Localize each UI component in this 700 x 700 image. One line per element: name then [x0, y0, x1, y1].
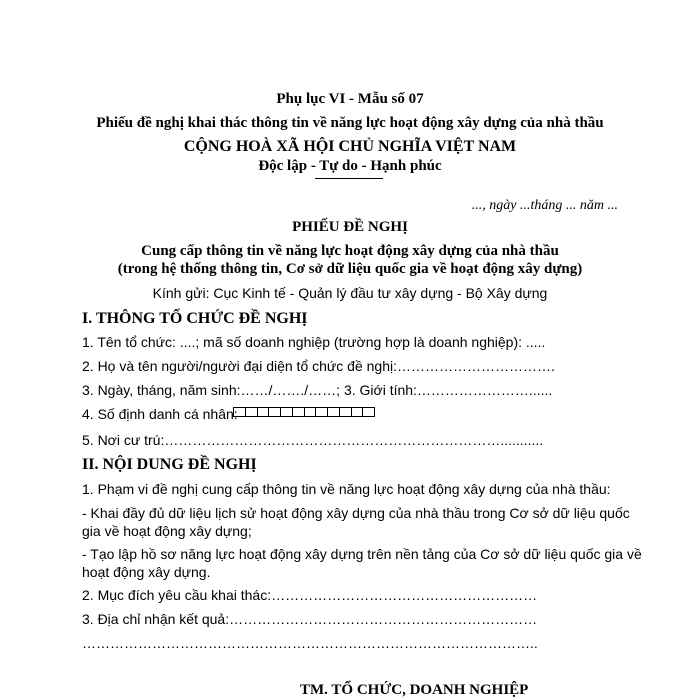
- signature-label: TM. TỔ CHỨC, DOANH NGHIỆP: [300, 682, 529, 698]
- section2-heading: II. NỘI DUNG ĐỀ NGHỊ: [82, 456, 257, 473]
- section1-heading: I. THÔNG TỔ CHỨC ĐỀ NGHỊ: [82, 310, 308, 327]
- scope-bullet-1a: - Khai đầy đủ dữ liệu lịch sử hoạt động xây dựng của nhà thầu trong Cơ sở dữ liệu quốc: [82, 505, 630, 521]
- request-subtitle-2: (trong hệ thống thông tin, Cơ sở dữ liệu quốc gia về hoạt động xây dựng): [117, 261, 583, 277]
- result-address-continuation: ……………………………………………………………………………………..: [82, 635, 538, 651]
- date-line: ..., ngày ...tháng ... năm ...: [471, 198, 618, 213]
- recipient-line: Kính gửi: Cục Kinh tế - Quản lý đầu tư xây dựng - Bộ Xây dựng: [152, 285, 548, 301]
- motto-divider: [315, 178, 383, 179]
- appendix-label: Phụ lục VI - Mẫu số 07: [276, 91, 424, 107]
- personal-id-boxes: [233, 407, 375, 417]
- result-address-field: 3. Địa chỉ nhận kết quả:…………………………………………………………: [82, 611, 538, 627]
- scope-bullet-1b: gia về hoạt động xây dựng;: [82, 523, 252, 539]
- purpose-field: 2. Mục đích yêu cầu khai thác:…………………………………………………: [82, 587, 538, 603]
- scope-line: 1. Phạm vi đề nghị cung cấp thông tin về năng lực hoạt động xây dựng của nhà thầu:: [82, 481, 611, 497]
- scope-bullet-2a: - Tạo lập hồ sơ năng lực hoạt động xây dựng trên nền tảng của Cơ sở dữ liệu quốc gia về: [82, 546, 642, 562]
- org-name-field: 1. Tên tổ chức: ....; mã số doanh nghiệp (trường hợp là doanh nghiệp): .....: [82, 334, 546, 350]
- personal-id-label: 4. Số định danh cá nhân:: [82, 406, 238, 422]
- residence-field: 5. Nơi cư trú:………………………………………………………………...........: [82, 432, 544, 448]
- form-title: Phiếu đề nghị khai thác thông tin về năng lực hoạt động xây dựng của nhà thầu: [96, 115, 604, 131]
- request-subtitle-1: Cung cấp thông tin về năng lực hoạt động xây dựng của nhà thầu: [141, 243, 559, 259]
- birth-date-gender-field: 3. Ngày, tháng, năm sinh:……/……./……; 3. Giới tính:……………………......: [82, 382, 553, 398]
- representative-name-field: 2. Họ và tên người/người đại diện tổ chức đề nghị:…………………………….: [82, 358, 555, 374]
- national-motto: Độc lập - Tự do - Hạnh phúc: [258, 158, 442, 174]
- request-title: PHIẾU ĐỀ NGHỊ: [292, 219, 408, 235]
- scope-bullet-2b: hoạt động xây dựng.: [82, 564, 211, 580]
- nation-name: CỘNG HOÀ XÃ HỘI CHỦ NGHĨA VIỆT NAM: [183, 138, 517, 155]
